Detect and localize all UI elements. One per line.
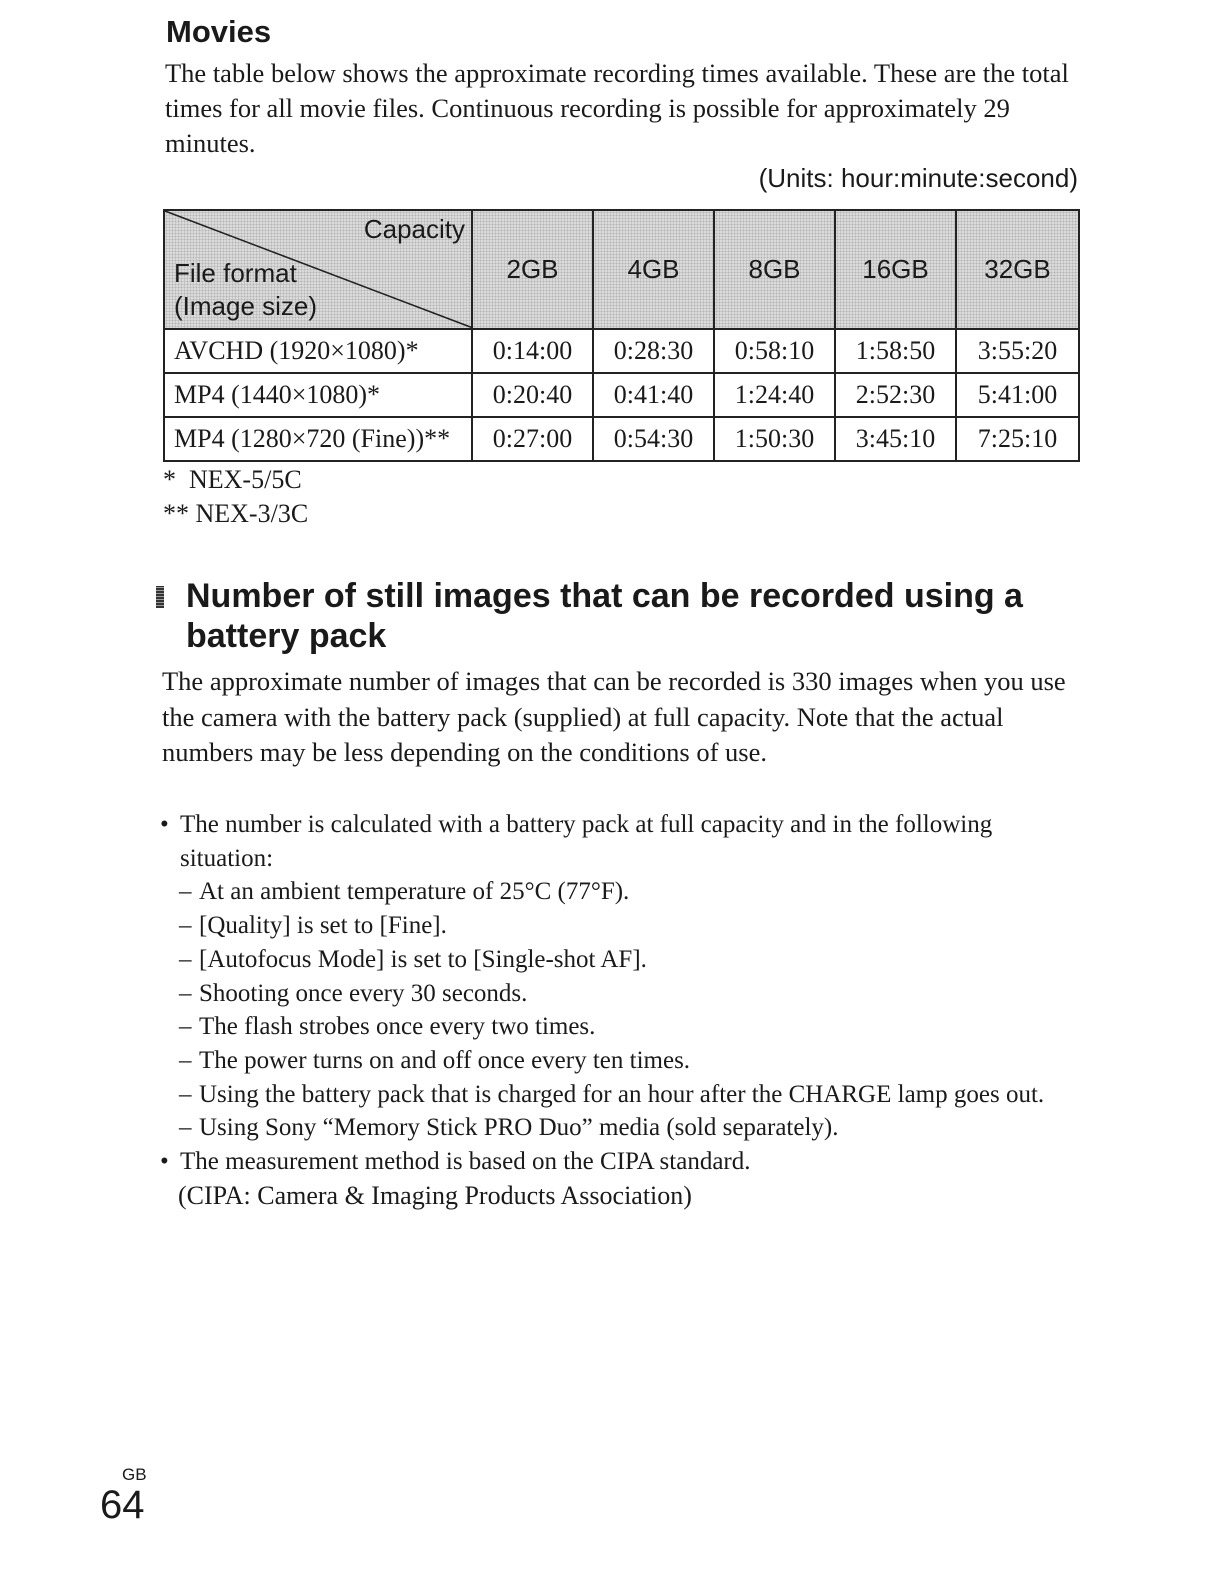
page-number: 64 (100, 1483, 145, 1527)
table-row (164, 417, 1079, 461)
condition-item (160, 1044, 1090, 1078)
column-header: 8GB (714, 210, 835, 329)
column-header: 4GB (593, 210, 714, 329)
recording-time-cell: 7:25:10 (956, 417, 1079, 461)
section-marker-icon (156, 586, 164, 608)
recording-time-table (163, 209, 1080, 462)
condition-text: The flash strobes once every two times. (199, 1013, 596, 1041)
heading-line: Number of still images that can be recorded using a (186, 577, 1023, 615)
table-header-row (164, 210, 1079, 329)
dash-icon: – (179, 1046, 192, 1074)
recording-time-cell: 1:24:40 (714, 373, 835, 417)
column-header: 2GB (472, 210, 593, 329)
battery-conditions-list (160, 808, 1090, 1212)
recording-time-cell: 0:28:30 (593, 329, 714, 373)
table-corner-header (164, 210, 472, 329)
recording-time-cell: 0:54:30 (593, 417, 714, 461)
recording-time-cell: 0:41:40 (593, 373, 714, 417)
recording-time-cell: 3:45:10 (835, 417, 956, 461)
dash-icon: – (179, 878, 192, 906)
recording-time-cell: 0:58:10 (714, 329, 835, 373)
bullet-dot-icon: • (160, 811, 169, 838)
condition-text: Shooting once every 30 seconds. (199, 979, 528, 1007)
condition-text: [Quality] is set to [Fine]. (199, 912, 447, 940)
recording-time-cell: 5:41:00 (956, 373, 1079, 417)
column-header: 32GB (956, 210, 1079, 329)
region-label: GB (122, 1465, 147, 1484)
movies-intro-paragraph: The table below shows the approximate recording times available. These are the total times for all movie files. Continuous recording is possible for approximately 29 minutes. (165, 58, 1069, 158)
bullet-item (160, 808, 1090, 875)
condition-item (160, 1111, 1090, 1145)
table-footnotes (163, 463, 308, 531)
capacity-label: Capacity (363, 214, 465, 244)
condition-text: At an ambient temperature of 25°C (77°F). (199, 878, 630, 906)
dash-icon: – (179, 1013, 192, 1041)
dash-icon: – (179, 912, 192, 940)
recording-time-cell: 0:20:40 (472, 373, 593, 417)
battery-intro-paragraph: The approximate number of images that can be recorded is 330 images when you use the camera with the battery pack (supplied) at full capacity. Note that the actual numbers may be less depending on the conditions of use. (162, 666, 1066, 767)
footnote: ** NEX-3/3C (163, 499, 309, 528)
bullet-dot-icon: • (160, 1148, 169, 1176)
file-format-label: File format (174, 258, 297, 288)
condition-text: [Autofocus Mode] is set to [Single-shot AF]. (199, 945, 647, 973)
dash-icon: – (179, 979, 192, 1007)
table-row (164, 329, 1079, 373)
recording-time-cell: 0:14:00 (472, 329, 593, 373)
recording-time-cell: 1:50:30 (714, 417, 835, 461)
condition-text: Using the battery pack that is charged for an hour after the CHARGE lamp goes out. (199, 1080, 1045, 1108)
movies-heading: Movies (166, 14, 272, 49)
condition-item (160, 1010, 1090, 1044)
file-format-cell: MP4 (1280×720 (Fine))** (164, 417, 472, 461)
heading-line: battery pack (186, 617, 387, 655)
recording-time-cell: 2:52:30 (835, 373, 956, 417)
dash-icon: – (179, 1080, 192, 1108)
condition-item (160, 943, 1090, 977)
file-format-cell: MP4 (1440×1080)* (164, 373, 472, 417)
footnote: * NEX-5/5C (163, 465, 302, 494)
bullet-text: The measurement method is based on the CIPA standard. (180, 1148, 751, 1176)
units-note: (Units: hour:minute:second) (758, 163, 1078, 193)
condition-item (160, 875, 1090, 909)
condition-text: Using Sony “Memory Stick PRO Duo” media (sold separately). (199, 1114, 839, 1142)
dash-icon: – (179, 1114, 192, 1142)
bullet-item (160, 1145, 1090, 1179)
dash-icon: – (179, 945, 192, 973)
recording-time-cell: 1:58:50 (835, 329, 956, 373)
image-size-label: (Image size) (174, 291, 318, 321)
condition-item (160, 1078, 1090, 1112)
condition-item (160, 909, 1090, 943)
condition-text: The power turns on and off once every ten times. (199, 1046, 691, 1074)
battery-section-heading (166, 576, 1086, 656)
table-row (164, 373, 1079, 417)
recording-time-cell: 0:27:00 (472, 417, 593, 461)
bullet-text: The number is calculated with a battery pack at full capacity and in the following situation: (180, 811, 993, 872)
cipa-note: (CIPA: Camera & Imaging Products Association) (178, 1180, 692, 1210)
column-header: 16GB (835, 210, 956, 329)
condition-item (160, 977, 1090, 1011)
file-format-cell: AVCHD (1920×1080)* (164, 329, 472, 373)
recording-time-cell: 3:55:20 (956, 329, 1079, 373)
